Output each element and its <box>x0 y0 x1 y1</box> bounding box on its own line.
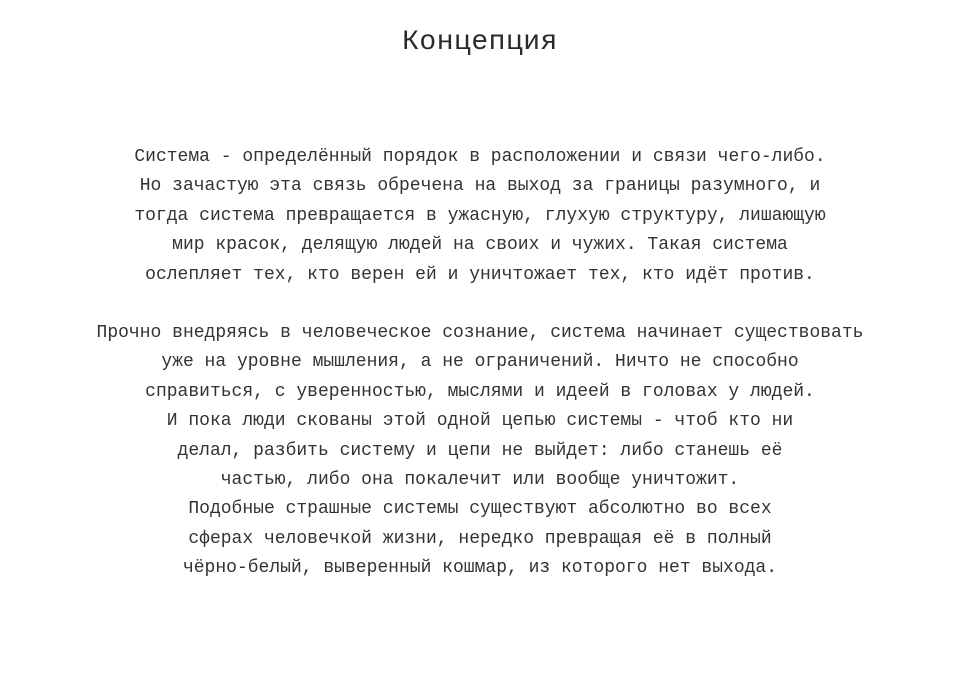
text-line: тогда система превращается в ужасную, глухую структуру, лишающую <box>134 205 826 226</box>
text-line: Прочно внедряясь в человеческое сознание, система начинает существовать <box>96 323 864 343</box>
paragraph-system-definition <box>0 143 960 290</box>
text-line: Но зачастую эта связь обречена на выход за границы разумного, и <box>139 176 821 197</box>
text-line: частью, либо она покалечит или вообще уничтожит. <box>220 470 740 491</box>
text-line: чёрно-белый, выверенный кошмар, из которого нет выхода. <box>182 558 778 579</box>
text-line: И пока люди скованы этой одной цепью системы - чтоб кто ни <box>166 411 794 432</box>
text-line: Подобные страшные системы существуют абсолютно во всех <box>188 499 772 520</box>
text-line: уже на уровне мышления, а не ограничений. Ничто не способно <box>161 352 799 373</box>
text-line: мир красок, делящую людей на своих и чужих. Такая система <box>172 235 788 256</box>
text-line: Система - определённый порядок в расположении и связи чего-либо. <box>134 147 826 167</box>
page-title: Концепция <box>402 27 558 58</box>
text-line: ослепляет тех, кто верен ей и уничтожает тех, кто идёт против. <box>145 264 815 285</box>
text-line: делал, разбить систему и цепи не выйдет: либо станешь её <box>177 440 783 461</box>
text-line: сферах человечкой жизни, нередко превращая её в полный <box>188 528 772 549</box>
text-line: справиться, с уверенностью, мыслями и идеей в головах у людей. <box>145 381 815 402</box>
paragraph-system-consciousness <box>0 319 960 584</box>
